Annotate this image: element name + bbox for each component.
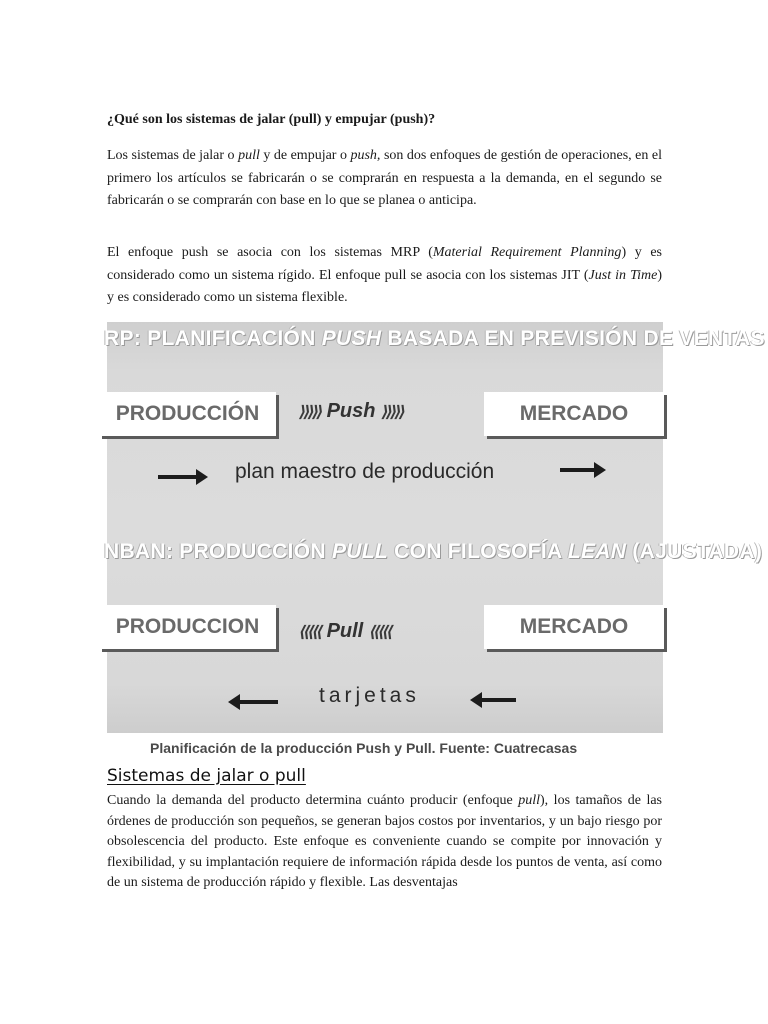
pull-band-title <box>104 540 763 564</box>
paragraph-mrp-jit <box>107 242 662 310</box>
text-run: y de empujar o <box>259 148 351 163</box>
band-text-italic: LEAN <box>567 540 627 563</box>
text-run: ), los tamaños de las órdenes de producción son pequeños, se generan bajos costos por inventarios, y un bajo riesgo por obsolescencia del producto. Este enfoque es conveniente cuando se compite por innovación y flexibilidad, y su implantación requiere de información rápida desde los puntos de venta, así como de un sistema de producción rápido y flexible. Las desventajas <box>107 793 663 890</box>
text-run: Cuando la demanda del producto determina cuánto producir (enfoque <box>107 793 519 808</box>
band-text: NBAN: PRODUCCIÓN <box>104 540 332 563</box>
text-run: ) y es considerado como un sistema flexible. <box>107 267 662 305</box>
chevrons-left-icon: ⟨⟨⟨⟨⟨ <box>369 624 391 641</box>
pull-flow <box>299 620 391 643</box>
push-flow <box>299 400 403 423</box>
paragraph-definition <box>107 145 662 213</box>
cards-label: tarjetas <box>319 684 420 707</box>
text-run-italic: Material Requirement Planning <box>432 245 622 260</box>
text-run-italic: Just in Time <box>588 267 658 283</box>
push-pull-figure <box>104 322 765 733</box>
arrow-right-icon <box>560 468 596 472</box>
text-run-italic: pull <box>238 148 260 163</box>
band-text: BASADA EN PREVISIÓN DE VENTAS <box>381 327 765 350</box>
text-run: Los sistemas de jalar o <box>107 148 239 163</box>
text-run-italic: push, <box>350 148 381 163</box>
band-text: RP: PLANIFICACIÓN <box>104 327 322 350</box>
figure-caption: Planificación de la producción Push y Pull. Fuente: Cuatrecasas <box>150 740 578 756</box>
section-title: Sistemas de jalar o pull <box>107 766 306 786</box>
band-text: (AJUSTADA) <box>626 540 763 563</box>
paragraph-pull-systems <box>107 791 662 894</box>
chevrons-right-icon: ⟩⟩⟩⟩⟩ <box>299 404 321 421</box>
push-label: Push <box>326 400 376 422</box>
production-box-pull: PRODUCCION <box>99 605 276 649</box>
band-text-italic: PUSH <box>321 327 382 350</box>
chevrons-right-icon: ⟩⟩⟩⟩⟩ <box>381 404 404 421</box>
market-box-pull: MERCADO <box>484 605 664 649</box>
text-run: El enfoque push se asocia con los sistemas MRP ( <box>107 245 433 260</box>
push-band-title <box>104 327 765 351</box>
market-box-push: MERCADO <box>484 392 664 436</box>
text-run: son dos enfoques de gestión de operaciones, en el primero los artículos se fabricarán o se comprarán en respuesta a la demanda, en el segundo se fabricarán o se comprarán con base en lo que se planea o anticipa. <box>107 148 662 208</box>
arrow-left-icon <box>238 700 278 704</box>
pull-label: Pull <box>326 620 364 642</box>
text-run-italic: pull <box>518 793 540 808</box>
arrow-right-icon <box>158 475 198 479</box>
band-text-italic: PULL <box>331 540 388 563</box>
question-heading: ¿Qué son los sistemas de jalar (pull) y empujar (push)? <box>107 112 436 127</box>
text-run: ) y es considerado como un sistema rígido. El enfoque pull se asocia con los sistemas JIT ( <box>107 245 662 283</box>
production-box-push: PRODUCCIÓN <box>99 392 276 436</box>
master-plan-label: plan maestro de producción <box>235 460 495 483</box>
arrow-left-icon <box>480 698 516 702</box>
chevrons-left-icon: ⟨⟨⟨⟨⟨ <box>299 624 321 641</box>
band-text: CON FILOSOFÍA <box>387 540 568 563</box>
